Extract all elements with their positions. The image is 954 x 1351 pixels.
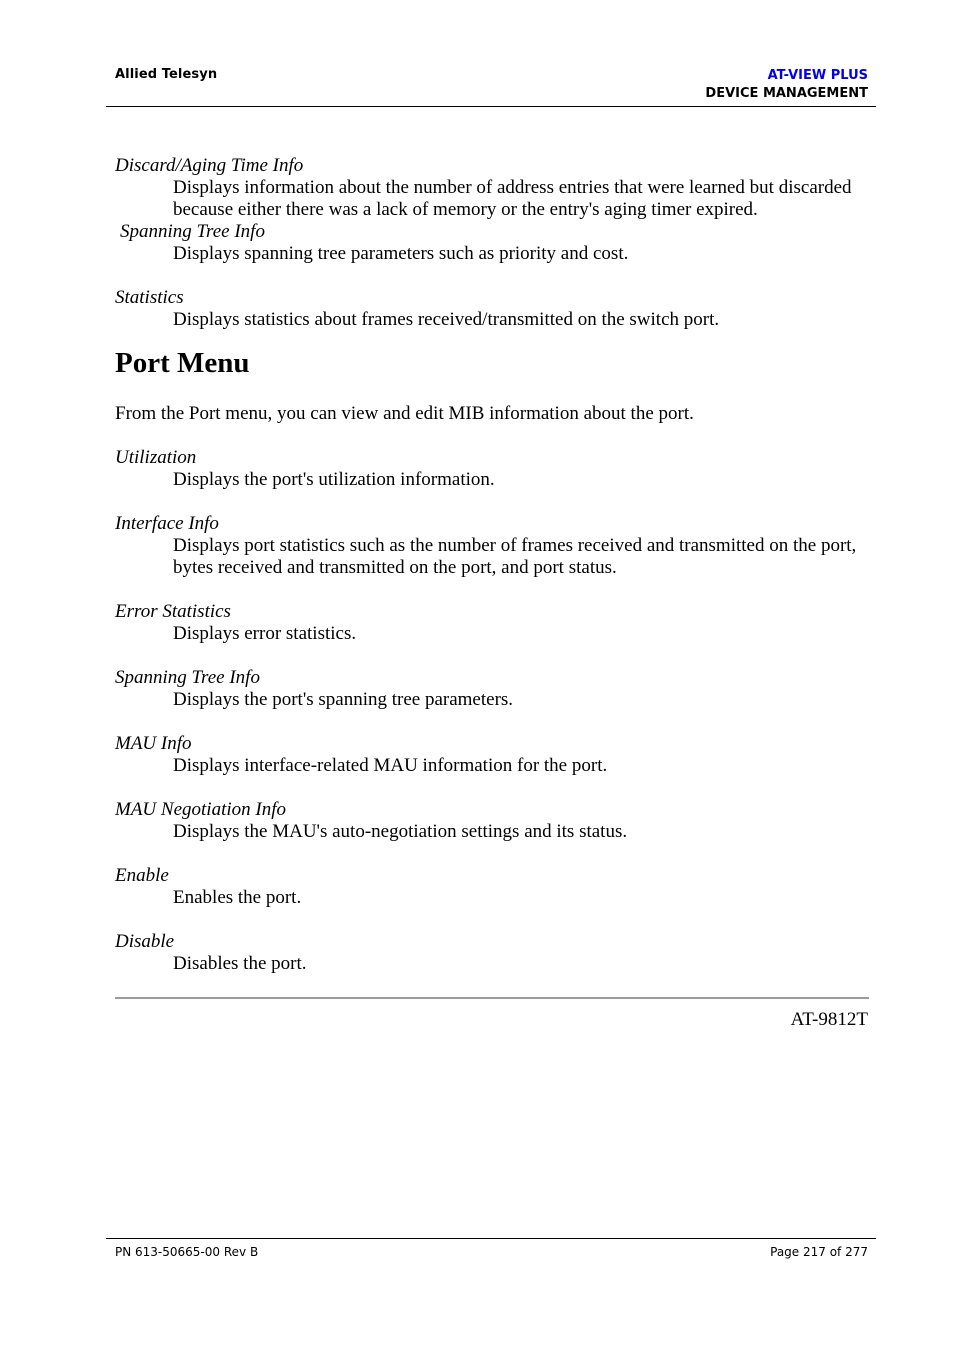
page-content: [115, 155, 875, 975]
term-spanning-tree: Spanning Tree Info: [120, 221, 265, 242]
header-section: DEVICE MANAGEMENT: [705, 86, 868, 101]
product-label: AT-9812T: [790, 1009, 868, 1030]
desc-discard-aging: Displays information about the number of address entries that were learned but discarded because either there was a lack of memory or the entry's aging timer expired.: [173, 177, 852, 220]
term-disable: Disable: [115, 931, 175, 952]
section-intro: From the Port menu, you can view and edit MIB information about the port.: [115, 403, 694, 424]
term-utilization: Utilization: [115, 447, 197, 468]
term-mau-negotiation: MAU Negotiation Info: [115, 799, 286, 820]
term-mau-info: MAU Info: [115, 733, 192, 754]
desc-enable: Enables the port.: [173, 887, 302, 908]
desc-interface-info: Displays port statistics such as the number of frames received and transmitted on the port, bytes received and transmitted on the port, and port status.: [173, 535, 857, 578]
desc-mau-negotiation: Displays the MAU's auto-negotiation settings and its status.: [173, 821, 628, 842]
header-company: Allied Telesyn: [115, 67, 218, 82]
term-statistics: Statistics: [115, 287, 184, 308]
desc-utilization: Displays the port's utilization information.: [173, 469, 495, 490]
desc-disable: Disables the port.: [173, 953, 307, 974]
term-interface-info: Interface Info: [115, 513, 219, 534]
footer-page-number: Page 217 of 277: [770, 1245, 868, 1259]
header-divider: [106, 106, 876, 107]
term-port-spanning-tree: Spanning Tree Info: [115, 667, 260, 688]
footer-divider: [106, 1238, 876, 1239]
section-title: Port Menu: [115, 347, 250, 379]
desc-mau-info: Displays interface-related MAU information for the port.: [173, 755, 608, 776]
desc-statistics: Displays statistics about frames received/transmitted on the switch port.: [173, 309, 720, 330]
header-right: [705, 67, 868, 103]
term-error-statistics: Error Statistics: [115, 601, 231, 622]
header-product: AT-VIEW PLUS: [767, 68, 868, 83]
desc-port-spanning-tree: Displays the port's spanning tree parameters.: [173, 689, 514, 710]
footer-part-number: PN 613-50665-00 Rev B: [115, 1245, 259, 1259]
desc-error-statistics: Displays error statistics.: [173, 623, 357, 644]
product-divider: [115, 997, 869, 999]
term-enable: Enable: [115, 865, 169, 886]
desc-spanning-tree: Displays spanning tree parameters such as priority and cost.: [173, 243, 629, 264]
term-discard-aging: Discard/Aging Time Info: [115, 155, 304, 176]
